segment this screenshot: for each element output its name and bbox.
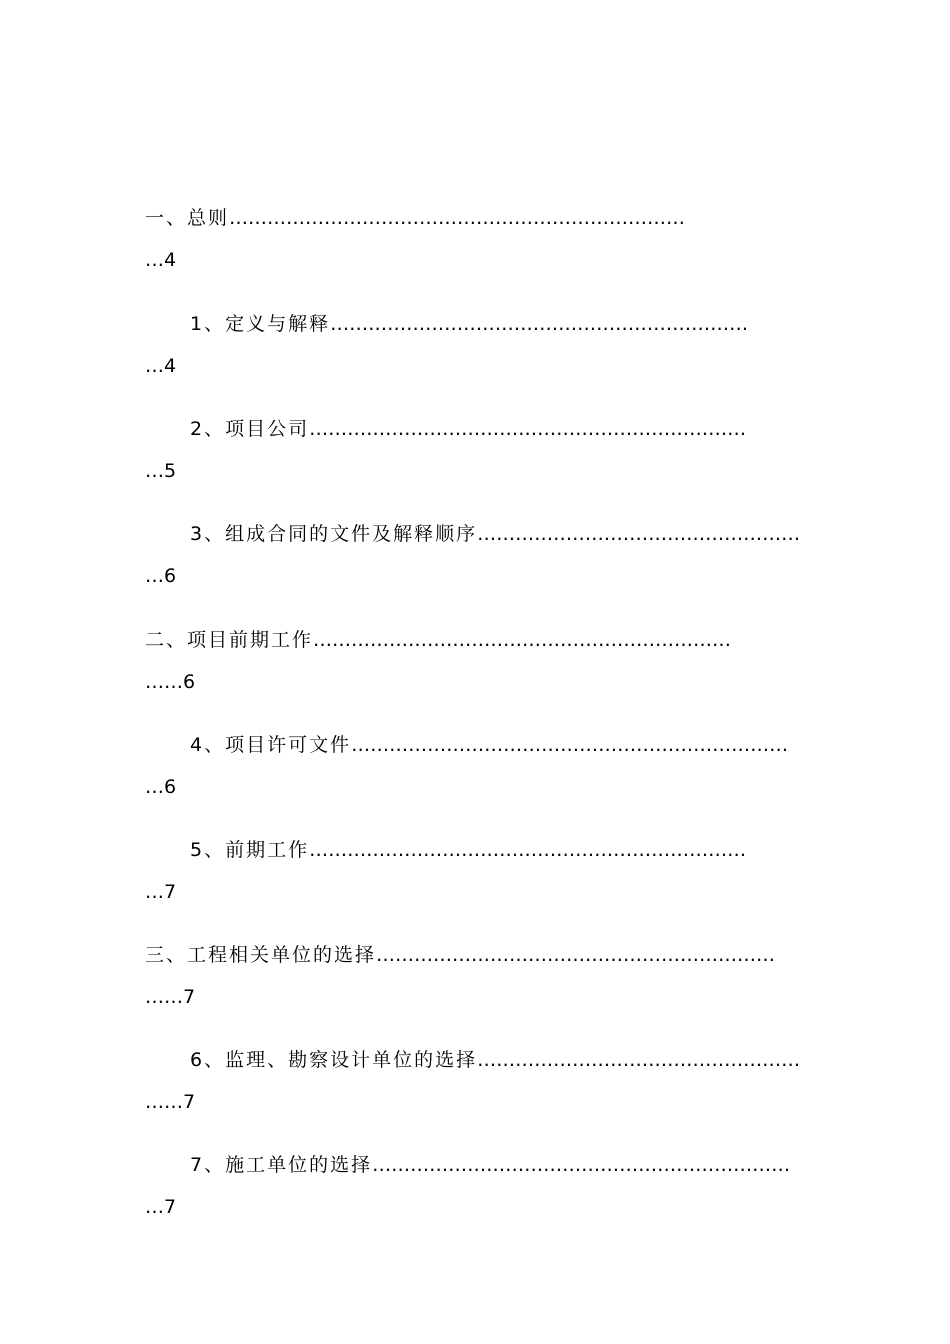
toc-entry-1[interactable] <box>145 204 685 232</box>
toc-page-number: …5 <box>145 460 177 482</box>
toc-page-number: ……7 <box>145 1091 196 1113</box>
toc-entry-3[interactable] <box>190 415 746 443</box>
toc-entry-title: 6、监理、勘察设计单位的选择 <box>190 1049 478 1071</box>
toc-entry-title: 3、组成合同的文件及解释顺序 <box>190 523 478 545</box>
toc-entry-2[interactable] <box>190 310 748 338</box>
toc-leader-dots: ………………………………………………………… <box>372 1154 791 1176</box>
toc-entry-title: 7、施工单位的选择 <box>190 1154 373 1176</box>
toc-entry-title: 二、项目前期工作 <box>145 629 314 651</box>
toc-entry-title: 1、定义与解释 <box>190 313 331 335</box>
toc-leader-dots: …………………………………………………………… <box>351 734 789 756</box>
toc-entry-6[interactable] <box>190 731 788 759</box>
toc-entry-title: 4、项目许可文件 <box>190 734 352 756</box>
toc-page-number: ……7 <box>145 986 196 1008</box>
toc-entry-4[interactable] <box>190 520 800 548</box>
toc-leader-dots: …………………………………………… <box>477 1049 801 1071</box>
toc-page-number: …6 <box>145 776 177 798</box>
toc-page-number: …7 <box>145 881 177 903</box>
toc-entry-9[interactable] <box>190 1046 800 1074</box>
toc-leader-dots: …………………………………………………………… <box>309 418 747 440</box>
toc-entry-10[interactable] <box>190 1151 790 1179</box>
toc-leader-dots: ……………………………………………………………… <box>229 207 686 229</box>
toc-page-number: ……6 <box>145 671 196 693</box>
toc-entry-title: 2、项目公司 <box>190 418 310 440</box>
toc-leader-dots: ………………………………………………………… <box>313 629 732 651</box>
toc-page-number: …4 <box>145 249 177 271</box>
toc-page-number: …7 <box>145 1196 177 1218</box>
toc-entry-8[interactable] <box>145 941 775 969</box>
toc-leader-dots: …………………………………………………………… <box>309 839 747 861</box>
toc-leader-dots: ……………………………………………………… <box>376 944 776 966</box>
toc-leader-dots: …………………………………………… <box>477 523 801 545</box>
toc-entry-title: 三、工程相关单位的选择 <box>145 944 377 966</box>
toc-entry-5[interactable] <box>145 626 731 654</box>
toc-entry-7[interactable] <box>190 836 746 864</box>
toc-page-number: …4 <box>145 355 177 377</box>
toc-page-number: …6 <box>145 565 177 587</box>
toc-entry-title: 一、总则 <box>145 207 230 229</box>
toc-entry-title: 5、前期工作 <box>190 839 310 861</box>
toc-leader-dots: ………………………………………………………… <box>330 313 749 335</box>
